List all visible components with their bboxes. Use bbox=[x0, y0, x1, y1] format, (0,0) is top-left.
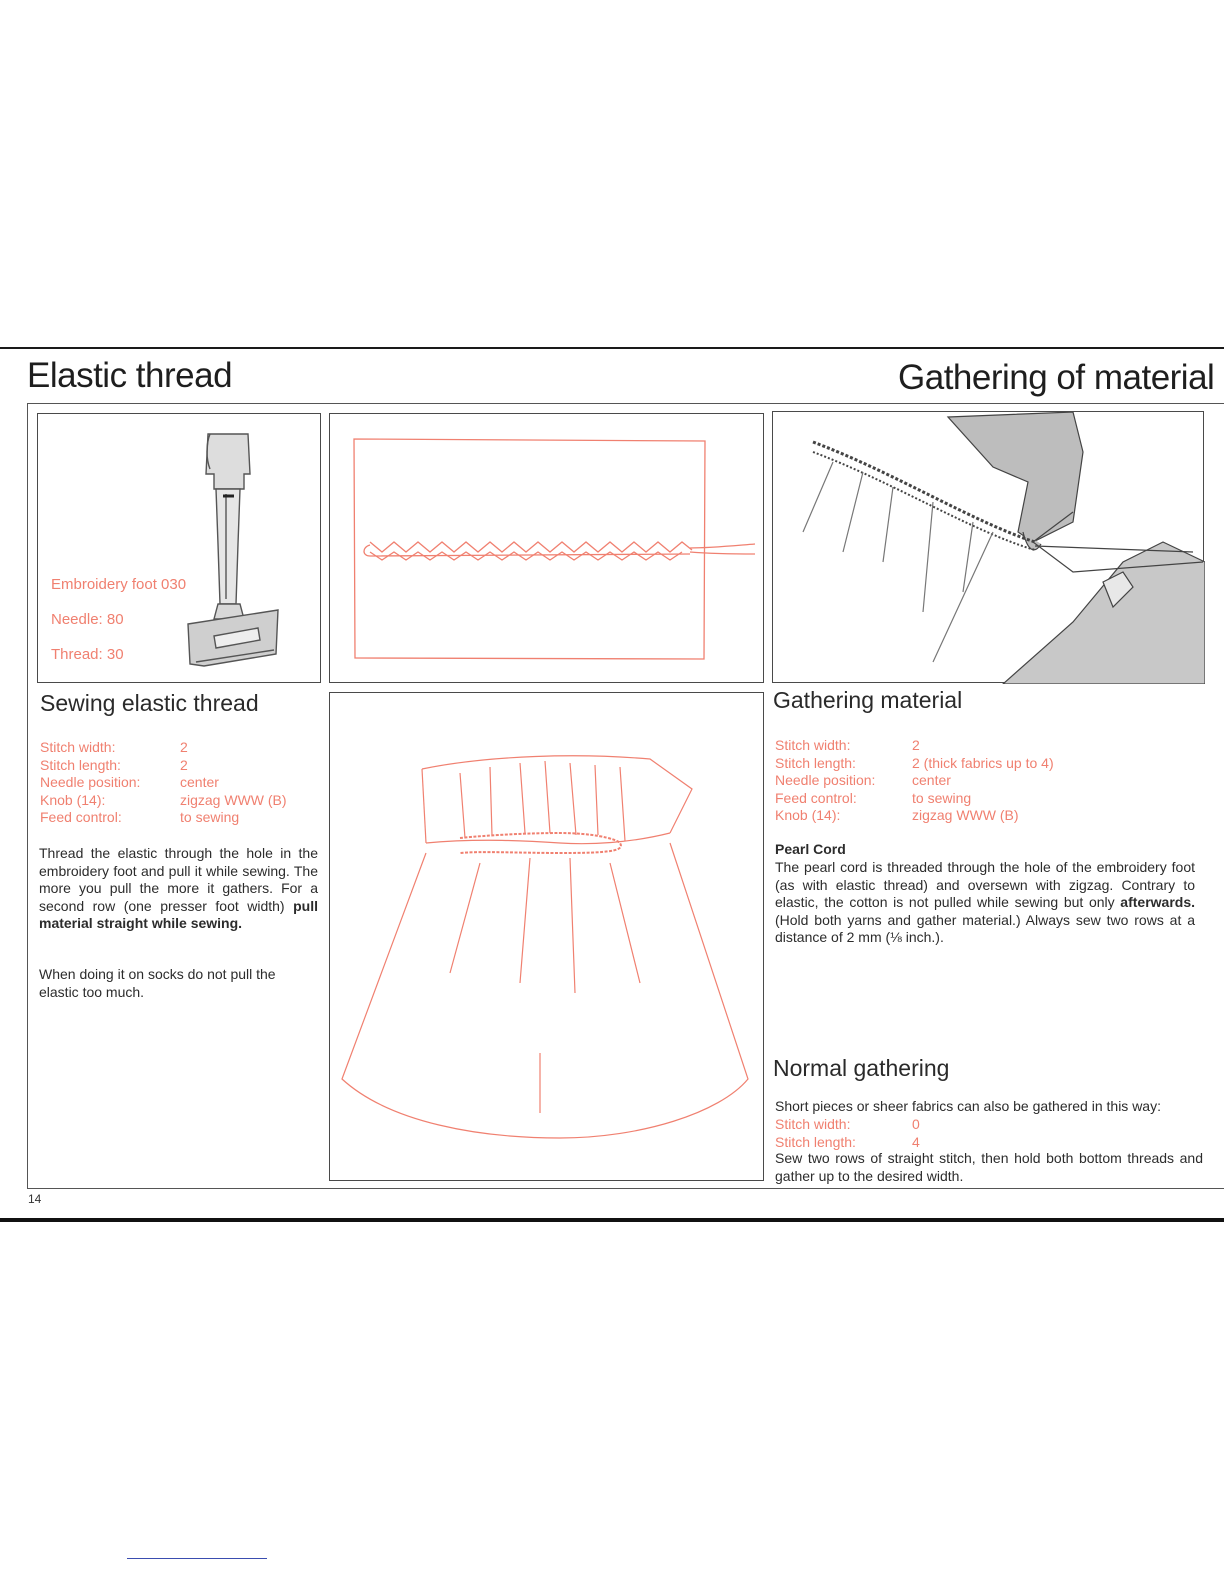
thread-label: Thread: 30 bbox=[51, 646, 124, 663]
elastic-settings-list bbox=[40, 739, 287, 827]
frame-top-line bbox=[27, 403, 1224, 404]
setting-value: 2 bbox=[180, 739, 188, 755]
setting-value: 2 bbox=[912, 737, 920, 753]
setting-label: Stitch length: bbox=[40, 756, 121, 773]
setting-label: Stitch width: bbox=[775, 1116, 851, 1132]
setting-value: 4 bbox=[912, 1133, 920, 1150]
setting-row bbox=[775, 737, 1054, 755]
page-title-left: Elastic thread bbox=[27, 356, 233, 395]
page-number: 14 bbox=[28, 1192, 42, 1206]
setting-row bbox=[775, 1116, 920, 1134]
gathering-hands-box bbox=[772, 411, 1204, 683]
setting-row bbox=[775, 755, 1054, 773]
gathering-settings-list bbox=[775, 737, 1054, 825]
frame-left-line bbox=[27, 403, 28, 1188]
frame-bottom-line bbox=[27, 1188, 1224, 1189]
normal-gathering-intro: Short pieces or sheer fabrics can also be gathered in this way: bbox=[775, 1098, 1161, 1114]
pearl-cord-text-c: (Hold both yarns and gather material.) Always sew two rows at a distance of 2 mm (⅛ inch.). bbox=[775, 911, 1195, 945]
elastic-instructions bbox=[39, 845, 318, 933]
elastic-instructions-bold: pull material straight while sewing. bbox=[39, 897, 318, 931]
setting-label: Feed control: bbox=[775, 789, 857, 806]
setting-label: Stitch length: bbox=[775, 754, 856, 771]
setting-value: to sewing bbox=[912, 789, 972, 806]
setting-value: to sewing bbox=[180, 809, 240, 825]
hands-gathering-illustration bbox=[773, 412, 1205, 684]
setting-label: Stitch width: bbox=[40, 739, 116, 755]
setting-row bbox=[775, 1134, 920, 1152]
setting-value: center bbox=[912, 772, 951, 788]
zigzag-fabric-illustration bbox=[330, 414, 765, 684]
setting-value: center bbox=[180, 774, 219, 790]
setting-value: zigzag WWW (B) bbox=[180, 791, 287, 808]
foot-label: Embroidery foot 030 bbox=[51, 576, 187, 593]
setting-row bbox=[40, 809, 287, 827]
setting-label: Knob (14): bbox=[775, 807, 841, 823]
embroidery-foot-icon bbox=[38, 414, 322, 684]
top-rule bbox=[0, 347, 1224, 349]
setting-label: Stitch length: bbox=[775, 1133, 856, 1150]
setting-label: Feed control: bbox=[40, 809, 122, 825]
setting-label: Needle position: bbox=[775, 772, 876, 788]
setting-row bbox=[775, 790, 1054, 808]
foot-illustration-box bbox=[37, 413, 321, 683]
setting-value: 2 (thick fabrics up to 4) bbox=[912, 754, 1054, 771]
setting-label: Stitch width: bbox=[775, 737, 851, 753]
underline-mark bbox=[127, 1558, 267, 1559]
setting-label: Knob (14): bbox=[40, 791, 106, 808]
setting-row bbox=[775, 807, 1054, 825]
socks-note: When doing it on socks do not pull the elastic too much. bbox=[39, 966, 276, 1000]
setting-row bbox=[40, 774, 287, 792]
pearl-cord-bold: afterwards. bbox=[1120, 894, 1195, 910]
setting-row bbox=[40, 739, 287, 757]
bottom-rule bbox=[0, 1218, 1224, 1222]
needle-label: Needle: 80 bbox=[51, 611, 124, 628]
pearl-cord-text bbox=[775, 859, 1195, 947]
pearl-cord-text-a: The pearl cord is threaded through the hole of the embroidery foot (as with elastic thread) and oversewn with zigzag. Contrary to elastic, the cotton is not pulled while sewing but only bbox=[775, 859, 1195, 910]
pearl-cord-title: Pearl Cord bbox=[775, 841, 846, 857]
page-title-right: Gathering of material bbox=[898, 358, 1215, 397]
setting-value: 2 bbox=[180, 756, 188, 773]
setting-row bbox=[775, 772, 1054, 790]
normal-gathering-text: Sew two rows of straight stitch, then hold both bottom threads and gather up to the desired width. bbox=[775, 1150, 1203, 1184]
gathered-skirt-illustration bbox=[330, 693, 765, 1182]
setting-value: zigzag WWW (B) bbox=[912, 807, 1019, 823]
normal-settings-list bbox=[775, 1116, 920, 1151]
zigzag-sample-box bbox=[329, 413, 764, 683]
setting-row bbox=[40, 757, 287, 775]
section-title-gathering: Gathering material bbox=[773, 687, 963, 713]
elastic-instructions-text: Thread the elastic through the hole in the embroidery foot and pull it while sewing. The more you pull the more it gathers. For a second row (one presser foot width) bbox=[39, 845, 318, 914]
setting-row bbox=[40, 792, 287, 810]
section-title-sewing-elastic: Sewing elastic thread bbox=[40, 690, 259, 716]
setting-label: Needle position: bbox=[40, 774, 141, 790]
section-title-normal-gathering: Normal gathering bbox=[773, 1055, 950, 1081]
skirt-illustration-box bbox=[329, 692, 764, 1181]
setting-value: 0 bbox=[912, 1116, 920, 1132]
